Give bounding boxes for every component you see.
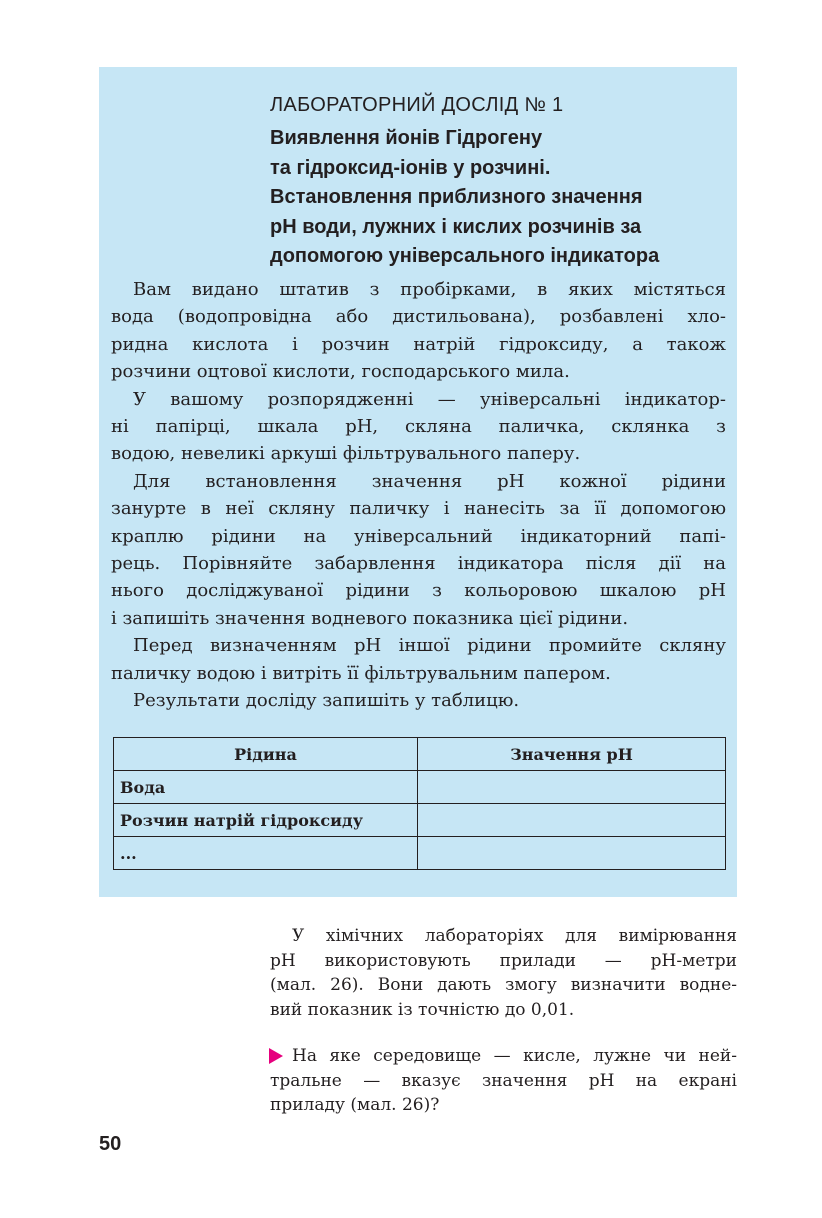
text-line: водою, невеликі аркуші фільтрувального паперу. (111, 443, 581, 465)
text-line: У хімічних лабораторіях для вимірювання (292, 926, 737, 946)
text-line: занурте в неї скляну паличку і нанесіть за її допомогою (111, 498, 726, 520)
text-line: Для встановлення значення рН кожної рідини (133, 470, 726, 492)
text-line: ридна кислота і розчин натрій гідроксиду, а також (111, 333, 726, 355)
text-line: паличку водою і витріть її фільтрувальним папером. (111, 662, 611, 684)
table-cell-liquid: Вода (114, 771, 418, 804)
results-table (113, 737, 726, 870)
table-cell-ph (418, 837, 726, 870)
table-row (114, 771, 726, 804)
text-line: На яке середовище — кисле, лужне чи ней- (292, 1046, 737, 1066)
paragraph (111, 468, 726, 632)
text-line: рець. Порівняйте забарвлення індикатора після дії на (111, 553, 726, 575)
table-cell-liquid: Розчин натрій гідроксиду (114, 804, 418, 837)
lab-title-line: Встановлення приблизного значення (270, 186, 643, 208)
text-line: Перед визначенням рН іншої рідини промийте скляну (133, 635, 726, 657)
question-block (270, 1044, 737, 1118)
paragraph (111, 386, 726, 468)
table-row (114, 804, 726, 837)
text-line: ні папірці, шкала рН, скляна паличка, склянка з (111, 416, 726, 438)
lab-title-line: рН води, лужних і кислих розчинів за (270, 215, 642, 238)
lab-title-line: Виявлення йонів Гідрогену (270, 127, 543, 149)
paragraph (111, 687, 726, 714)
lab-title (270, 124, 730, 272)
table-row (114, 837, 726, 870)
page-number: 50 (99, 1133, 122, 1155)
text-line: краплю рідини на універсальний індикаторний папі- (111, 525, 726, 547)
text-line: рН використовують прилади — рН-метри (270, 950, 737, 971)
column-header-ph: Значення рН (418, 738, 726, 771)
table-cell-liquid: ... (114, 837, 418, 870)
text-line: нього досліджуваної рідини з кольоровою шкалою рН (111, 580, 726, 602)
lab-number: ЛАБОРАТОРНИЙ ДОСЛІД № 1 (270, 94, 564, 116)
side-note (270, 924, 737, 1022)
lab-instructions (111, 276, 726, 715)
text-line: вода (водопровідна або дистильована), розбавлені хло- (111, 306, 726, 328)
table-cell-ph (418, 804, 726, 837)
lab-title-line: та гідроксид-іонів у розчині. (270, 156, 551, 179)
table-cell-ph (418, 771, 726, 804)
lab-title-line: допомогою універсального індикатора (270, 245, 660, 267)
column-header-liquid: Рідина (114, 738, 418, 771)
text-line: розчини оцтової кислоти, господарського мила. (111, 361, 570, 383)
lab-header (270, 92, 730, 272)
triangle-marker-icon (269, 1048, 283, 1064)
text-line: тральне — вказує значення рН на екрані (270, 1070, 737, 1091)
text-line: Результати досліду запишіть у таблицю. (133, 690, 520, 712)
paragraph (111, 276, 726, 386)
text-line: вий показник із точністю до 0,01. (270, 999, 575, 1020)
text-line: приладу (мал. 26)? (270, 1095, 440, 1115)
text-line: (мал. 26). Вони дають змогу визначити водне- (270, 975, 737, 995)
table-header-row (114, 738, 726, 771)
text-line: і запишіть значення водневого показника цієї рідини. (111, 607, 629, 629)
text-line: Вам видано штатив з пробірками, в яких містяться (133, 279, 726, 300)
text-line: У вашому розпорядженні — універсальні індикатор- (133, 388, 726, 410)
paragraph (111, 632, 726, 687)
